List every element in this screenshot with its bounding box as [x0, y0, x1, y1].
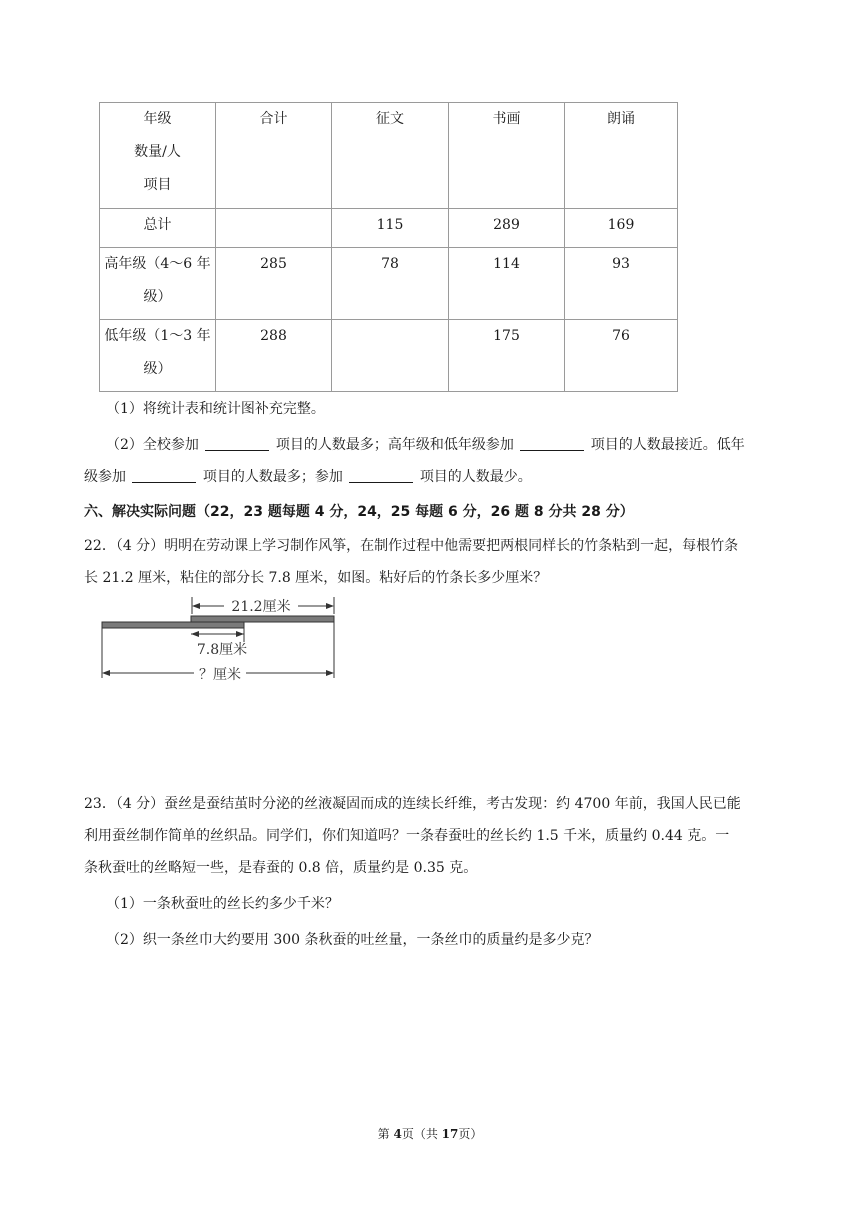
q21-sub2-line1 [106, 435, 745, 455]
overlap-length-label: 7.8厘米 [196, 642, 248, 658]
footer-text: 第 [377, 1127, 394, 1141]
q23-line3: 条秋蚕吐的丝略短一些，是春蚕的 0.8 倍，质量约是 0.35 克。 [84, 860, 478, 876]
table-cell: 285 [216, 248, 332, 320]
row-label-line: 低年级（1～3 年 [104, 328, 211, 344]
q22-line2: 长 21.2 厘米，粘住的部分长 7.8 厘米，如图。粘好后的竹条长多少厘米？ [84, 570, 548, 586]
header-cell: 书画 [449, 103, 565, 209]
answer-blank[interactable] [132, 468, 196, 483]
q23-line1: 23．（4 分）蚕丝是蚕结茧时分泌的丝液凝固而成的连续长纤维，考古发现：约 4700 年前，我国人民已能 [84, 796, 741, 812]
footer-text: 页） [458, 1127, 483, 1141]
table-cell: 169 [565, 209, 678, 248]
header-cell: 朗诵 [565, 103, 678, 209]
total-pages: 17 [441, 1127, 459, 1141]
bamboo-strip-bottom [102, 622, 244, 628]
header-cell: 合计 [216, 103, 332, 209]
arrow-left-icon [102, 670, 110, 676]
bamboo-strip-top [191, 616, 334, 622]
header-corner-line: 项目 [143, 177, 172, 193]
row-label: 总计 [100, 209, 216, 248]
q23-line2: 利用蚕丝制作简单的丝织品。同学们，你们知道吗？一条春蚕吐的丝长约 1.5 千米，质量约 0.44 克。一 [84, 828, 730, 844]
section-title: 六、解决实际问题（22，23 题每题 4 分，24，25 每题 6 分，26 题 8 分共 28 分） [84, 504, 634, 520]
q21-sub2-text: 项目的人数最接近。低年 [590, 437, 745, 453]
page-footer [0, 1125, 860, 1142]
header-corner-cell [100, 103, 216, 209]
top-length-label: 21.2厘米 [231, 599, 291, 615]
page-number: 4 [393, 1127, 402, 1141]
q21-sub1: （1）将统计表和统计图补充完整。 [106, 401, 325, 417]
answer-blank[interactable] [520, 436, 584, 451]
table-cell [216, 209, 332, 248]
row-label-line: 级） [143, 289, 172, 305]
q21-sub2-text: 项目的人数最多；高年级和低年级参加 [275, 437, 514, 453]
table-cell: 115 [332, 209, 449, 248]
row-label-line: 级） [143, 361, 172, 377]
bamboo-diagram [96, 594, 346, 686]
q22-line1: 22．（4 分）明明在劳动课上学习制作风筝，在制作过程中他需要把两根同样长的竹条粘到一起，每根竹条 [84, 538, 739, 554]
answer-blank[interactable] [349, 468, 413, 483]
total-length-label: ？厘米 [199, 667, 241, 683]
table-cell [332, 320, 449, 392]
q23-sub1: （1）一条秋蚕吐的丝长约多少千米？ [106, 896, 339, 912]
table-cell: 288 [216, 320, 332, 392]
q23-sub2: （2）织一条丝巾大约要用 300 条秋蚕的吐丝量，一条丝巾的质量约是多少克？ [106, 932, 599, 948]
q21-sub2-text: 级参加 [84, 469, 126, 485]
table-header-row [100, 103, 678, 209]
table-cell: 289 [449, 209, 565, 248]
arrow-right-icon [236, 631, 244, 637]
row-label-line: 高年级（4～6 年 [104, 256, 211, 272]
table-cell: 114 [449, 248, 565, 320]
header-cell: 征文 [332, 103, 449, 209]
table-row [100, 248, 678, 320]
table-cell: 76 [565, 320, 678, 392]
statistics-table [99, 102, 678, 392]
table-row [100, 320, 678, 392]
q21-sub2-text: （2）全校参加 [106, 437, 199, 453]
footer-text: 页（共 [401, 1127, 442, 1141]
table-cell: 175 [449, 320, 565, 392]
table-cell: 93 [565, 248, 678, 320]
arrow-right-icon [326, 603, 334, 609]
answer-blank[interactable] [205, 436, 269, 451]
header-corner-line: 年级 [143, 111, 172, 127]
q21-sub2-line2 [84, 467, 532, 487]
table-cell: 78 [332, 248, 449, 320]
arrow-left-icon [191, 631, 199, 637]
q21-sub2-text: 项目的人数最少。 [419, 469, 532, 485]
q21-sub2-text: 项目的人数最多；参加 [202, 469, 343, 485]
arrow-left-icon [192, 603, 200, 609]
arrow-right-icon [326, 670, 334, 676]
table-row [100, 209, 678, 248]
row-label [100, 248, 216, 320]
header-corner-line: 数量/人 [134, 144, 181, 160]
row-label [100, 320, 216, 392]
